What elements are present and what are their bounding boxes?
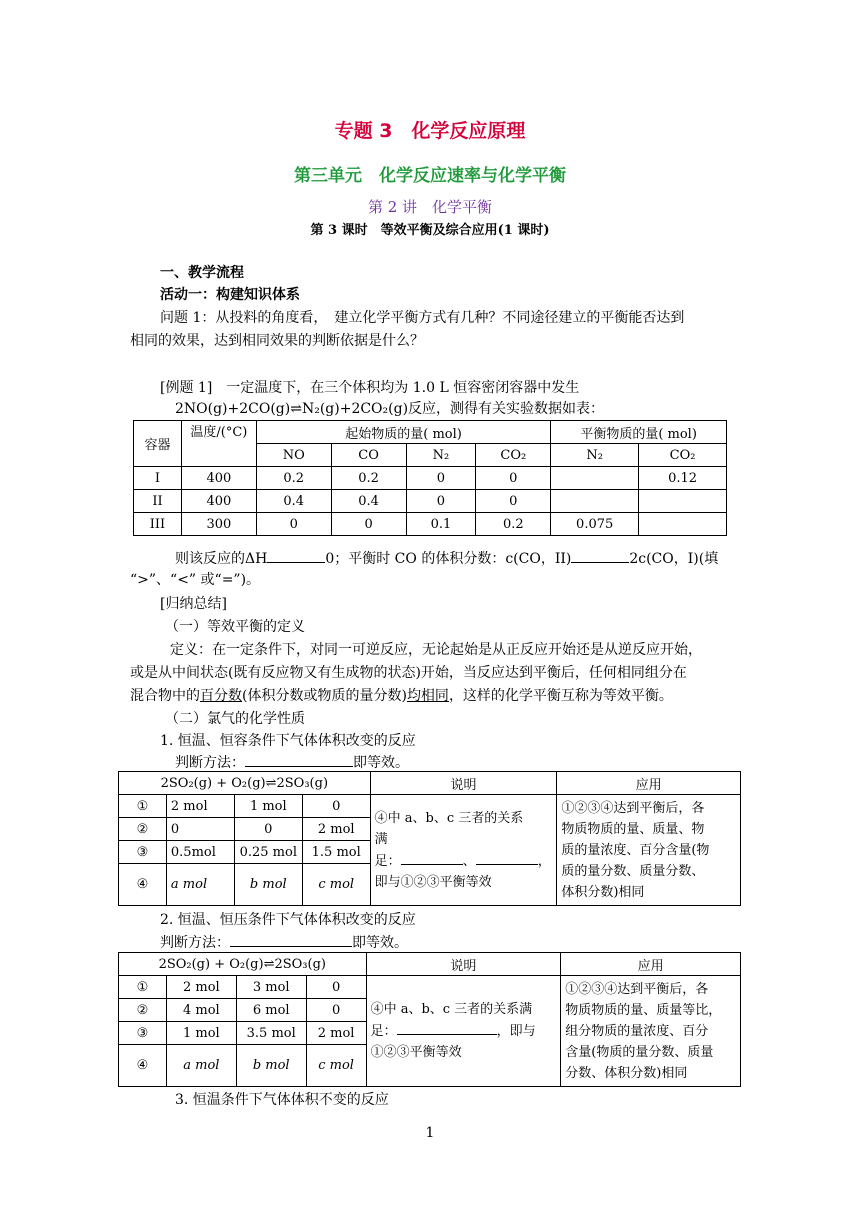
table-cell: II xyxy=(134,490,182,513)
note-cell xyxy=(366,976,561,1087)
table-header: 2SO₂(g) + O₂(g)⇌2SO₃(g) xyxy=(119,772,371,795)
table-header: 起始物质的量( mol) xyxy=(256,421,550,444)
text-fragment: (体积分数或物质的量分数) xyxy=(242,688,407,704)
table-cell: 0.075 xyxy=(551,513,639,536)
table-cell: 0 xyxy=(476,490,551,513)
note-line: ④中 a、b、c 三者的关系满 xyxy=(370,1002,533,1017)
table-cell: 300 xyxy=(181,513,256,536)
table-cell: 0 xyxy=(476,467,551,490)
table-cell: 0.4 xyxy=(256,490,331,513)
app-line: 分数、体积分数)相同 xyxy=(565,1065,688,1081)
note-line xyxy=(375,850,553,872)
underlined-text: 百分数 xyxy=(200,688,242,704)
table-cell: 0.5mol xyxy=(166,841,234,864)
table-header: CO₂ xyxy=(476,444,551,467)
table-cell: 0 xyxy=(166,818,234,841)
question-line: 相同的效果，达到相同效果的判断依据是什么？ xyxy=(130,333,424,349)
table-cell: a mol xyxy=(166,1045,236,1087)
table-row xyxy=(119,795,741,818)
data-table xyxy=(133,420,727,536)
table-header: N₂ xyxy=(406,444,476,467)
case-heading: 3. 恒温条件下气体体积不变的反应 xyxy=(175,1092,389,1108)
table-cell: 0 xyxy=(306,999,366,1022)
table-cell xyxy=(551,490,639,513)
section-heading: 一、教学流程 xyxy=(160,265,244,281)
table-cell: 400 xyxy=(181,490,256,513)
app-line: ①②③④达到平衡后，各 xyxy=(561,800,705,816)
example-line: [例题 1] 一定温度下，在三个体积均为 1.0 L 恒容密闭容器中发生 xyxy=(160,380,580,396)
table-cell: a mol xyxy=(166,864,234,906)
table-cell: 1 mol xyxy=(234,795,302,818)
row-marker: ② xyxy=(119,818,167,841)
table-header: 说明 xyxy=(366,953,561,976)
definition-line xyxy=(130,686,673,707)
app-line: 组分物质的量浓度、百分 xyxy=(565,1023,709,1039)
answer-blank[interactable] xyxy=(397,1020,497,1035)
fill-blank-options: “>”、“<” 或“=”)。 xyxy=(130,572,261,588)
summary-heading: [归纳总结] xyxy=(160,596,227,612)
table-cell: 0.2 xyxy=(256,467,331,490)
fill-blank-question xyxy=(175,548,718,570)
row-marker: ④ xyxy=(119,864,167,906)
lesson-title: 第 3 课时 等效平衡及综合应用(1 课时) xyxy=(310,223,550,238)
table-cell: 400 xyxy=(181,467,256,490)
application-cell xyxy=(557,795,741,906)
text-fragment: ， xyxy=(537,853,551,869)
table-cell: 0 xyxy=(306,976,366,999)
table-cell: I xyxy=(134,467,182,490)
text-fragment: 即等效。 xyxy=(353,755,409,771)
page-number: 1 xyxy=(425,1125,435,1141)
table-cell: 0 xyxy=(302,795,370,818)
lecture-title: 第 2 讲 化学平衡 xyxy=(367,198,493,216)
answer-blank[interactable] xyxy=(401,850,463,865)
answer-blank[interactable] xyxy=(245,752,353,767)
reaction-equation: 2NO(g)+2CO(g)⇌N₂(g)+2CO₂(g)反应，测得有关实验数据如表： xyxy=(175,401,605,417)
subsection-heading: （一）等效平衡的定义 xyxy=(165,619,305,635)
answer-blank[interactable] xyxy=(476,850,538,865)
table-cell: 0.2 xyxy=(476,513,551,536)
table-cell xyxy=(551,467,639,490)
table-cell: 3 mol xyxy=(236,976,306,999)
table-cell: 0.1 xyxy=(406,513,476,536)
text-fragment: 足： xyxy=(374,853,401,869)
table-header: NO xyxy=(256,444,331,467)
case-heading: 1. 恒温、恒容条件下气体体积改变的反应 xyxy=(160,733,416,749)
app-line: 质的量分数、质量分数、 xyxy=(561,863,705,879)
note-line: 满 xyxy=(374,831,388,847)
question-line: 问题 1：从投料的角度看， 建立化学平衡方式有几种？不同途径建立的平衡能否达到 xyxy=(160,310,685,326)
text-fragment: 2c(CO，I)(填 xyxy=(629,551,719,567)
table-cell: b mol xyxy=(236,1045,306,1087)
definition-line: 定义：在一定条件下，对同一可逆反应，无论起始是从正反应开始还是从逆反应开始， xyxy=(170,642,702,658)
text-fragment: 判断方法： xyxy=(160,935,230,951)
judge-line xyxy=(160,932,408,954)
table-cell: 0.2 xyxy=(331,467,406,490)
table-header: 说明 xyxy=(370,772,557,795)
table-header: N₂ xyxy=(551,444,639,467)
app-line: 物质物质的量、质量、物 xyxy=(561,821,705,837)
table-cell: 2 mol xyxy=(166,976,236,999)
row-marker: ③ xyxy=(119,1022,167,1045)
table-header: CO₂ xyxy=(639,444,727,467)
definition-line: 或是从中间状态(既有反应物又有生成物的状态)开始，当反应达到平衡后，任何相同组分在 xyxy=(130,665,687,681)
table-header: CO xyxy=(331,444,406,467)
table-header: 2SO₂(g) + O₂(g)⇌2SO₃(g) xyxy=(119,953,367,976)
app-line: 含量(物质的量分数、质量 xyxy=(565,1044,714,1060)
row-marker: ③ xyxy=(119,841,167,864)
text-fragment: 则该反应的ΔH xyxy=(175,551,268,567)
text-fragment: 即等效。 xyxy=(352,935,408,951)
table-cell: III xyxy=(134,513,182,536)
row-marker: ① xyxy=(119,976,167,999)
text-fragment: 0；平衡时 CO 的体积分数：c(CO，II) xyxy=(325,551,572,567)
table-row xyxy=(134,513,727,536)
table-cell xyxy=(639,513,727,536)
app-line: 物质物质的量、质量等比， xyxy=(565,1002,722,1018)
table-cell: 1 mol xyxy=(166,1022,236,1045)
table-header: 容器 xyxy=(134,421,182,467)
app-line: 质的量浓度、百分含量(物 xyxy=(561,842,710,858)
table-cell: 0 xyxy=(406,467,476,490)
text-fragment: ，这样的化学平衡互称为等效平衡。 xyxy=(448,688,673,704)
row-marker: ④ xyxy=(119,1045,167,1087)
table-cell: 0 xyxy=(406,490,476,513)
table-cell: 3.5 mol xyxy=(236,1022,306,1045)
text-fragment: 、 xyxy=(462,853,476,869)
table-cell: c mol xyxy=(306,1045,366,1087)
table-row xyxy=(134,467,727,490)
note-line: ①②③平衡等效 xyxy=(370,1045,462,1060)
table-header: 应用 xyxy=(561,953,741,976)
text-fragment: 判断方法： xyxy=(175,755,245,771)
table-cell: 0 xyxy=(256,513,331,536)
table-cell: 4 mol xyxy=(166,999,236,1022)
text-fragment: 足： xyxy=(370,1024,397,1039)
equilibrium-table-constant-volume xyxy=(118,771,741,906)
row-marker: ② xyxy=(119,999,167,1022)
app-line: 体积分数)相同 xyxy=(561,884,645,900)
table-row xyxy=(119,976,741,999)
table-cell: 0.12 xyxy=(639,467,727,490)
note-line: 即与①②③平衡等效 xyxy=(374,874,492,890)
table-cell: 6 mol xyxy=(236,999,306,1022)
table-header: 应用 xyxy=(557,772,741,795)
text-fragment: ，即与 xyxy=(496,1024,536,1039)
case-heading: 2. 恒温、恒压条件下气体体积改变的反应 xyxy=(160,912,416,928)
table-cell: 0.25 mol xyxy=(234,841,302,864)
underlined-text: 均相同 xyxy=(406,688,449,704)
subsection-heading: （二）氯气的化学性质 xyxy=(165,711,305,727)
answer-blank[interactable] xyxy=(230,932,352,947)
answer-blank[interactable] xyxy=(571,548,629,563)
activity-heading: 活动一：构建知识体系 xyxy=(160,287,300,303)
table-header: 平衡物质的量( mol) xyxy=(551,421,727,444)
text-fragment: 混合物中的 xyxy=(130,688,200,704)
answer-blank[interactable] xyxy=(267,548,325,563)
application-cell xyxy=(561,976,741,1087)
table-row xyxy=(134,490,727,513)
table-cell xyxy=(639,490,727,513)
table-header: 温度/(°C) xyxy=(181,421,256,467)
equilibrium-table-constant-pressure xyxy=(118,952,741,1087)
table-cell: 0 xyxy=(234,818,302,841)
row-marker: ① xyxy=(119,795,167,818)
table-cell: 2 mol xyxy=(306,1022,366,1045)
table-cell: 2 mol xyxy=(166,795,234,818)
table-cell: 1.5 mol xyxy=(302,841,370,864)
table-cell: 2 mol xyxy=(302,818,370,841)
app-line: ①②③④达到平衡后，各 xyxy=(565,981,709,997)
table-cell: c mol xyxy=(302,864,370,906)
note-line: ④中 a、b、c 三者的关系 xyxy=(374,810,524,826)
table-cell: 0 xyxy=(331,513,406,536)
note-cell xyxy=(370,795,557,906)
table-cell: b mol xyxy=(234,864,302,906)
topic-title: 专题 3 化学反应原理 xyxy=(334,120,526,142)
unit-title: 第三单元 化学反应速率与化学平衡 xyxy=(294,166,566,186)
table-cell: 0.4 xyxy=(331,490,406,513)
note-line xyxy=(371,1020,557,1042)
